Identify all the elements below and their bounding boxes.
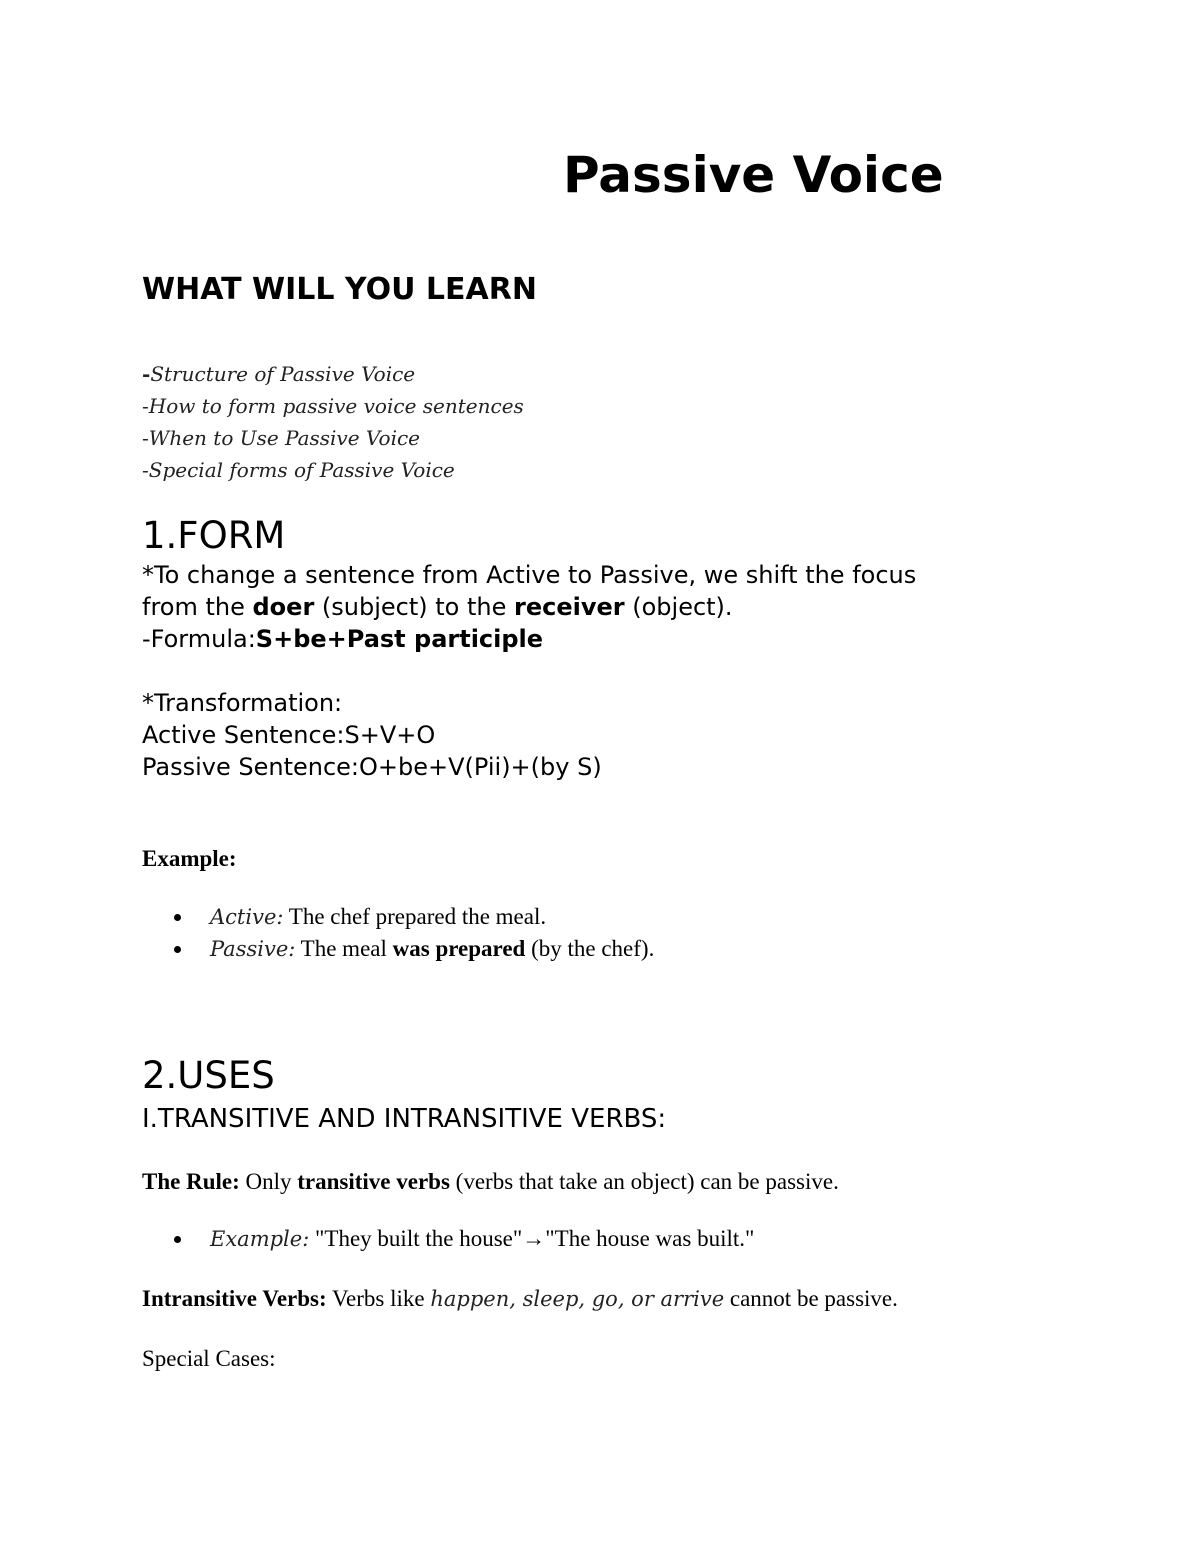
list-item: Passive: The meal was prepared (by the chef).: [142, 933, 654, 965]
uses-heading: 2.USES: [142, 1054, 275, 1097]
learn-heading: WHAT WILL YOU LEARN: [142, 272, 537, 307]
page-title: Passive Voice: [563, 146, 944, 204]
list-item: -Structure of Passive Voice: [142, 362, 416, 386]
list-item: -How to form passive voice sentences: [142, 394, 524, 418]
arrow-right-icon: →: [522, 1226, 546, 1251]
active-sentence-formula: Active Sentence:S+V+O: [142, 721, 436, 749]
list-item: -Special forms of Passive Voice: [142, 458, 455, 482]
bullet-icon: [174, 1236, 181, 1243]
form-heading: 1.FORM: [142, 514, 286, 557]
bullet-icon: [174, 946, 181, 953]
form-focus-line: from the doer (subject) to the receiver (object).: [142, 593, 733, 621]
formula-line: -Formula:S+be+Past participle: [142, 625, 544, 653]
bullet-icon: [174, 914, 181, 921]
transformation-label: *Transformation:: [142, 689, 343, 717]
intransitive-line: Intransitive Verbs: Verbs like happen, sleep, go, or arrive cannot be passive.: [142, 1286, 898, 1311]
verbs-subheading: I.TRANSITIVE AND INTRANSITIVE VERBS:: [142, 1104, 667, 1134]
example-list: [142, 901, 654, 965]
learn-list: [142, 358, 524, 486]
uses-example-list: [142, 1223, 754, 1255]
list-item: Active: The chef prepared the meal.: [142, 901, 654, 933]
example-label: Example:: [142, 846, 237, 871]
special-cases-label: Special Cases:: [142, 1346, 276, 1371]
list-item: Example: "They built the house"→"The house was built.": [142, 1223, 754, 1255]
rule-line: The Rule: Only transitive verbs (verbs that take an object) can be passive.: [142, 1169, 839, 1194]
passive-sentence-formula: Passive Sentence:O+be+V(Pii)+(by S): [142, 753, 602, 781]
form-intro-line: *To change a sentence from Active to Passive, we shift the focus: [142, 561, 917, 589]
list-item: -When to Use Passive Voice: [142, 426, 421, 450]
